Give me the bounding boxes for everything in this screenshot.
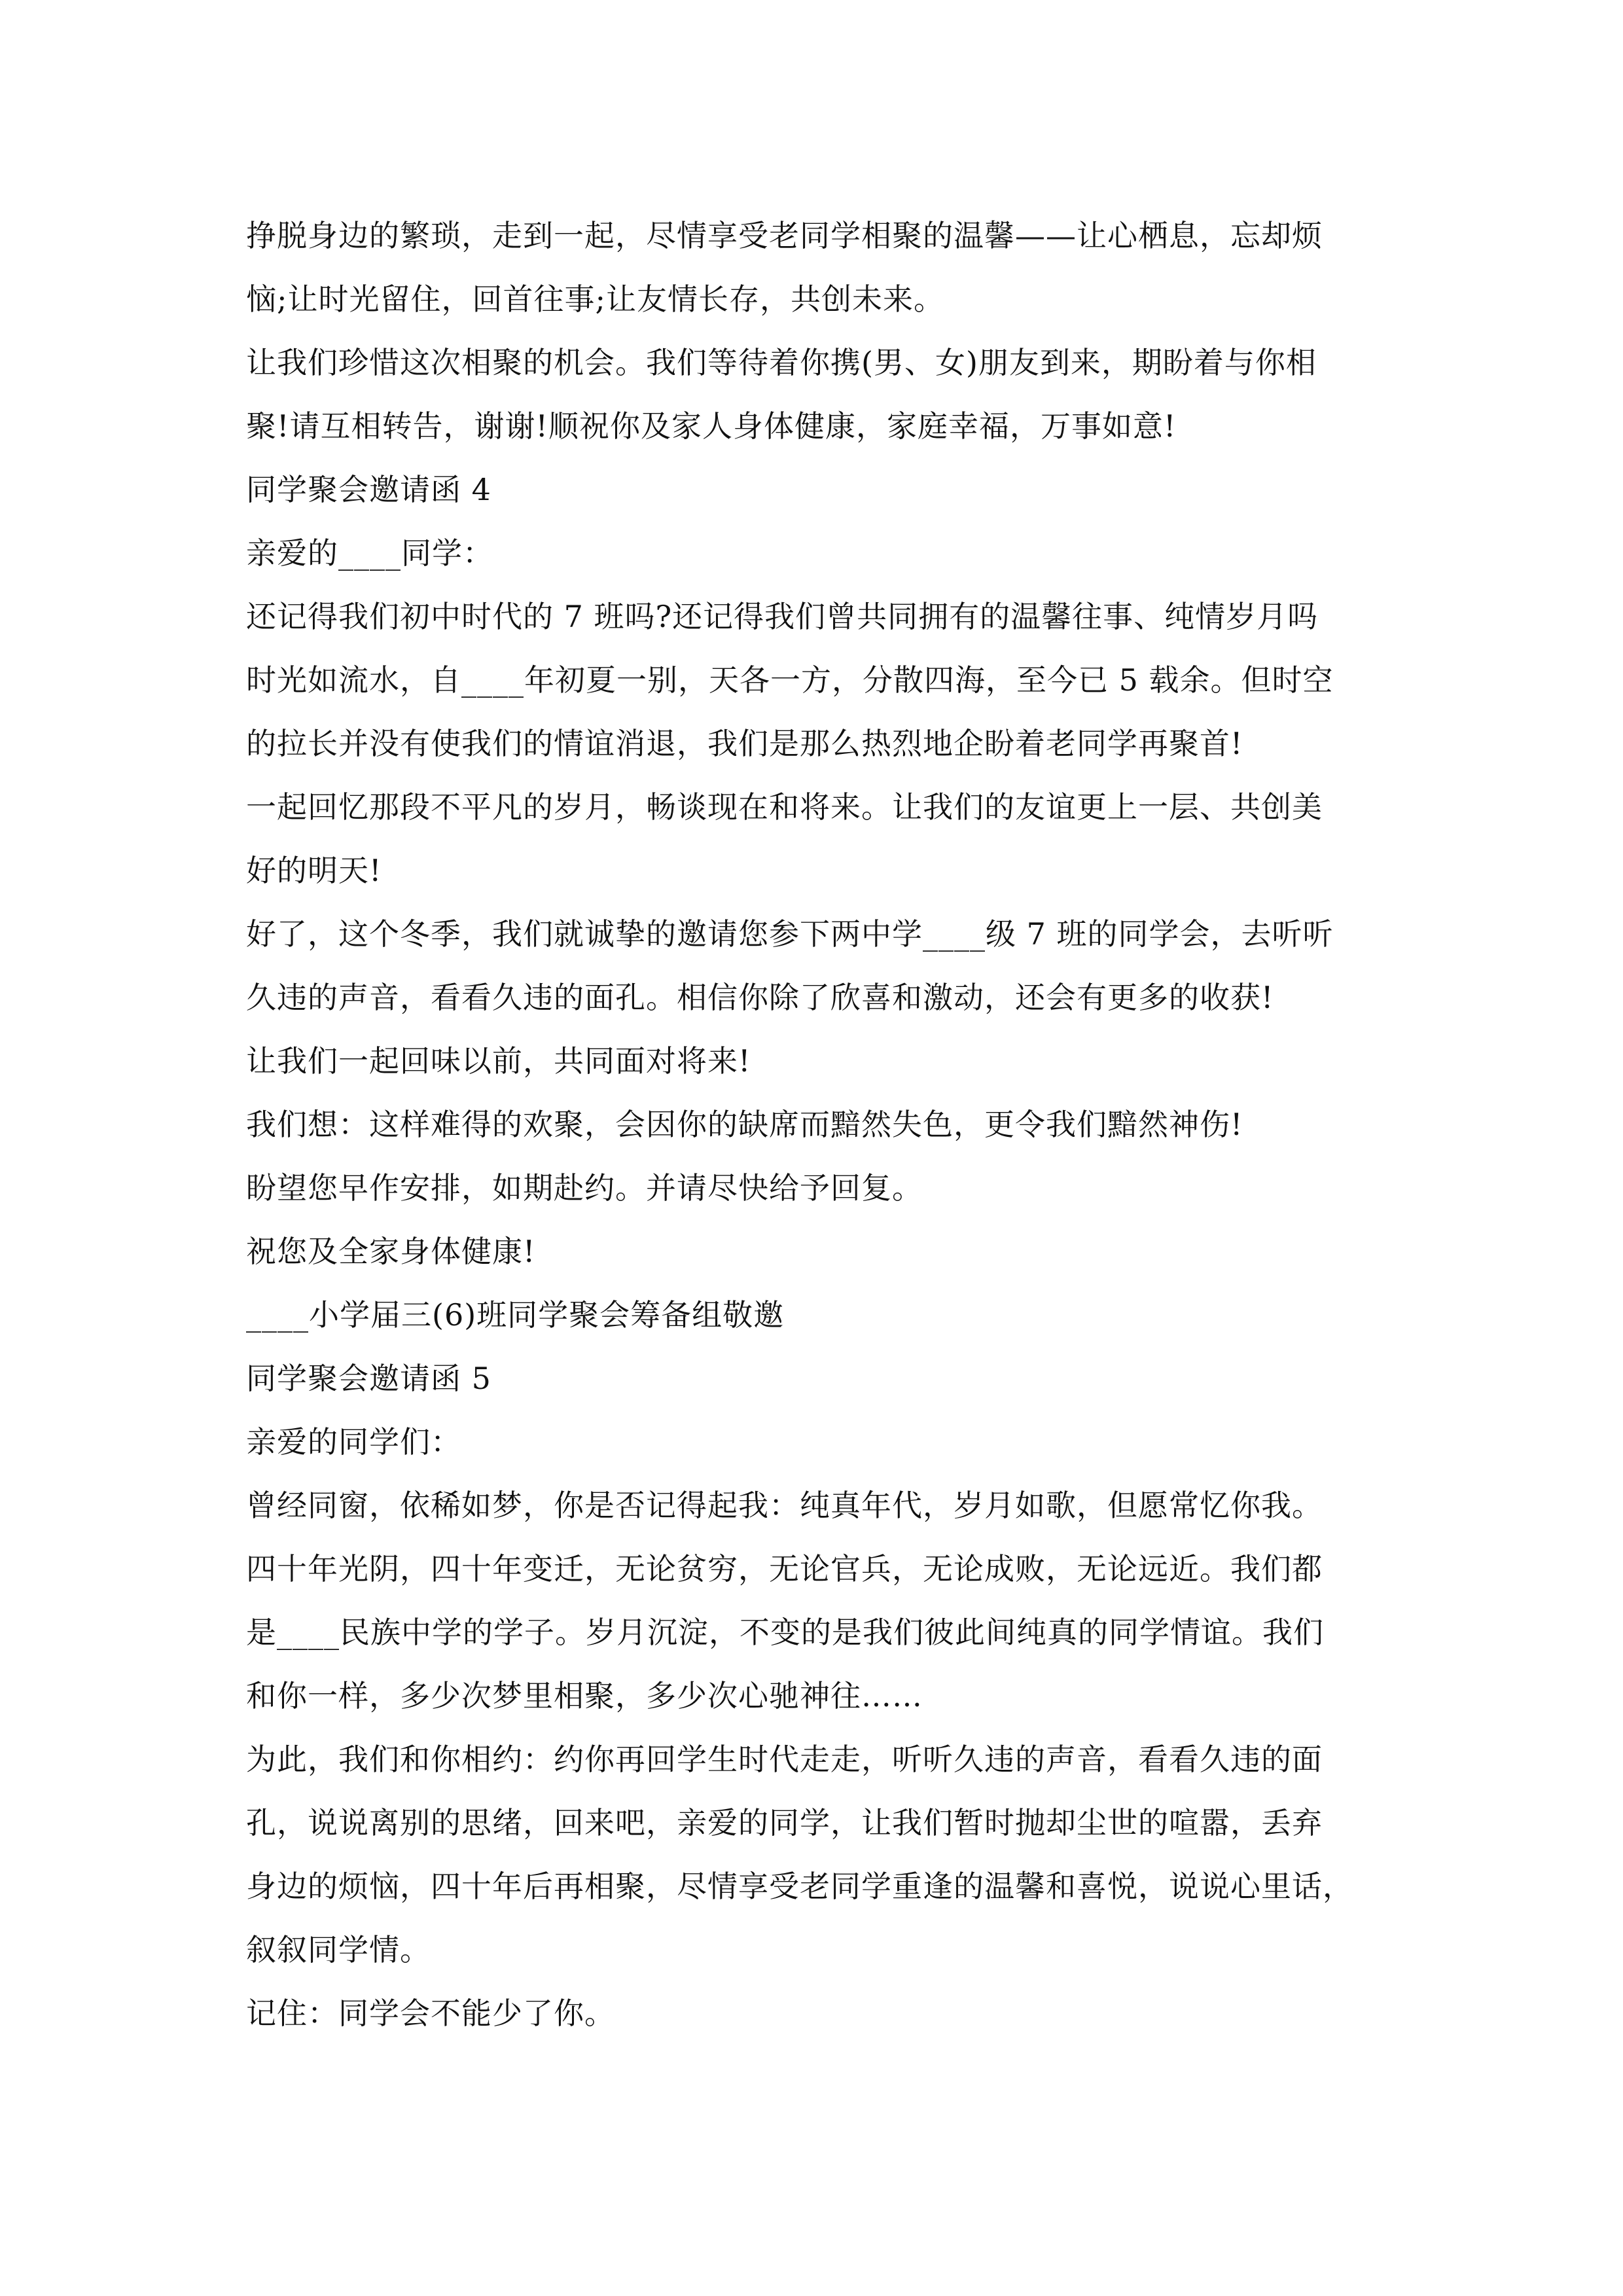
text-line: 的拉长并没有使我们的情谊消退，我们是那么热烈地企盼着老同学再聚首! <box>246 726 1243 761</box>
signature-line: ____小学届三(6)班同学聚会筹备组敬邀 <box>246 1297 785 1333</box>
text-line: 祝您及全家身体健康! <box>246 1234 536 1269</box>
text-line: 挣脱身边的繁琐，走到一起，尽情享受老同学相聚的温馨——让心栖息，忘却烦 <box>246 218 1323 253</box>
text-line: 恼;让时光留住，回首往事;让友情长存，共创未来。 <box>246 281 944 317</box>
text-line: 让我们珍惜这次相聚的机会。我们等待着你携(男、女)朋友到来，期盼着与你相 <box>246 345 1317 380</box>
text-line: 好了，这个冬季，我们就诚挚的邀请您参下两中学____级 7 班的同学会，去听听 <box>246 916 1334 952</box>
section-heading: 同学聚会邀请函 4 <box>246 472 491 507</box>
text-line: 和你一样，多少次梦里相聚，多少次心驰神往…… <box>246 1678 923 1713</box>
section-heading: 同学聚会邀请函 5 <box>246 1361 491 1396</box>
text-line: 盼望您早作安排，如期赴约。并请尽快给予回复。 <box>246 1170 923 1206</box>
text-line: 身边的烦恼，四十年后再相聚，尽情享受老同学重逢的温馨和喜悦，说说心里话， <box>246 1869 1353 1904</box>
text-line: 为此，我们和你相约：约你再回学生时代走走，听听久违的声音，看看久违的面 <box>246 1742 1323 1777</box>
text-line: 我们想：这样难得的欢聚，会因你的缺席而黯然失色，更令我们黯然神伤! <box>246 1107 1243 1142</box>
text-line: 是____民族中学的学子。岁月沉淀，不变的是我们彼此间纯真的同学情谊。我们 <box>246 1615 1324 1650</box>
document-body <box>246 204 1385 2045</box>
text-line: 四十年光阴，四十年变迁，无论贫穷，无论官兵，无论成败，无论远近。我们都 <box>246 1551 1323 1587</box>
text-line: 让我们一起回味以前，共同面对将来! <box>246 1043 751 1079</box>
text-line: 孔，说说离别的思绪，回来吧，亲爱的同学，让我们暂时抛却尘世的喧嚣，丢弃 <box>246 1805 1323 1840</box>
text-line: 还记得我们初中时代的 7 班吗?还记得我们曾共同拥有的温馨往事、纯情岁月吗 <box>246 599 1319 634</box>
text-line: 叙叙同学情。 <box>246 1932 431 1967</box>
text-line: 记住：同学会不能少了你。 <box>246 1996 615 2031</box>
text-line: 时光如流水，自____年初夏一别，天各一方，分散四海，至今已 5 载余。但时空 <box>246 662 1334 698</box>
salutation: 亲爱的同学们： <box>246 1424 461 1460</box>
text-line: 久违的声音，看看久违的面孔。相信你除了欣喜和激动，还会有更多的收获! <box>246 980 1274 1015</box>
text-line: 聚!请互相转告，谢谢!顺祝你及家人身体健康，家庭幸福，万事如意! <box>246 408 1177 444</box>
text-line: 一起回忆那段不平凡的岁月，畅谈现在和将来。让我们的友谊更上一层、共创美 <box>246 789 1323 825</box>
salutation: 亲爱的____同学： <box>246 535 493 571</box>
text-line: 曾经同窗，依稀如梦，你是否记得起我：纯真年代，岁月如歌，但愿常忆你我。 <box>246 1488 1323 1523</box>
text-line: 好的明天! <box>246 853 382 888</box>
